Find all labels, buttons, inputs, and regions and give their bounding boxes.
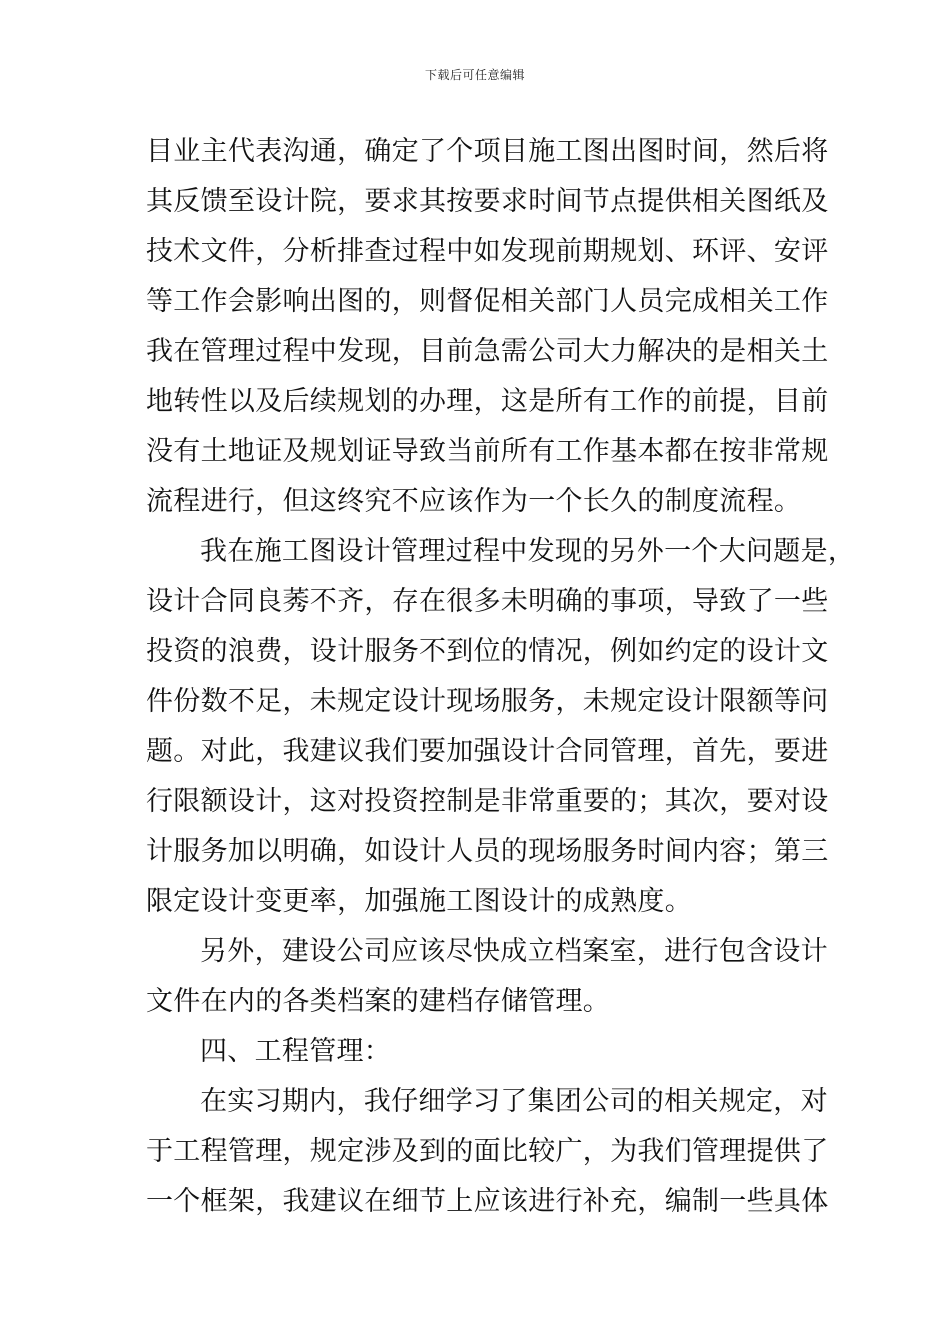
text-line: 流程进行，但这终究不应该作为一个长久的制度流程。 [146, 486, 802, 517]
text-line: 一个框架，我建议在细节上应该进行补充，编制一些具体 [146, 1186, 829, 1217]
text-line: 文件在内的各类档案的建档存储管理。 [146, 986, 611, 1017]
paragraph-first-line: 另外，建设公司应该尽快成立档案室，进行包含设计 [200, 936, 828, 967]
text-line: 投资的浪费，设计服务不到位的情况，例如约定的设计文 [146, 636, 829, 667]
document-body [146, 127, 856, 1227]
text-line: 题。对此，我建议我们要加强设计合同管理，首先，要进 [146, 736, 829, 767]
text-line: 等工作会影响出图的，则督促相关部门人员完成相关工作 [146, 286, 829, 317]
text-line: 目业主代表沟通，确定了个项目施工图出图时间，然后将 [146, 136, 829, 167]
text-line: 其反馈至设计院，要求其按要求时间节点提供相关图纸及 [146, 186, 829, 217]
text-line: 我在管理过程中发现，目前急需公司大力解决的是相关土 [146, 336, 829, 367]
section-heading: 四、工程管理： [200, 1036, 392, 1067]
text-line: 件份数不足，未规定设计现场服务，未规定设计限额等问 [146, 686, 829, 717]
text-line: 行限额设计，这对投资控制是非常重要的；其次，要对设 [146, 786, 829, 817]
text-line: 限定设计变更率，加强施工图设计的成熟度。 [146, 886, 692, 917]
paragraph-first-line: 我在施工图设计管理过程中发现的另外一个大问题是， [200, 536, 856, 567]
page-header: 下载后可任意编辑 [424, 68, 525, 82]
text-line: 地转性以及后续规划的办理，这是所有工作的前提，目前 [146, 386, 829, 417]
text-line: 没有土地证及规划证导致当前所有工作基本都在按非常规 [146, 436, 829, 467]
text-line: 设计合同良莠不齐，存在很多未明确的事项，导致了一些 [146, 586, 829, 617]
text-line: 技术文件，分析排查过程中如发现前期规划、环评、安评 [146, 236, 829, 267]
text-line: 计服务加以明确，如设计人员的现场服务时间内容；第三 [146, 836, 829, 867]
paragraph-first-line: 在实习期内，我仔细学习了集团公司的相关规定，对 [200, 1086, 828, 1117]
text-line: 于工程管理，规定涉及到的面比较广，为我们管理提供了 [146, 1136, 829, 1167]
